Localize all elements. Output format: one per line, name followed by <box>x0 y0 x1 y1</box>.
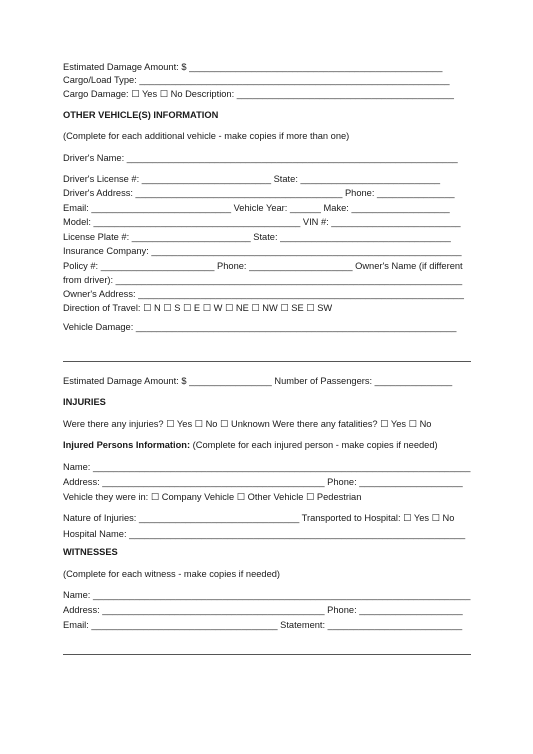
injuries-heading: INJURIES <box>63 397 106 407</box>
email-vehicle-year-field[interactable]: Email: ___________________________ Vehicle Year: ______ Make: ___________________ <box>63 203 450 213</box>
witness-email-statement-field[interactable]: Email: ____________________________________ Statement: __________________________ <box>63 620 463 630</box>
injured-persons-heading <box>63 439 473 451</box>
injuries-fatalities-field[interactable]: Were there any injuries? ☐ Yes ☐ No ☐ Unknown Were there any fatalities? ☐ Yes ☐ No <box>63 419 432 429</box>
vehicle-they-were-in-field[interactable]: Vehicle they were in: ☐ Company Vehicle ☐ Other Vehicle ☐ Pedestrian <box>63 492 362 502</box>
license-plate-field[interactable]: License Plate #: _______________________ State: _________________________________ <box>63 232 451 242</box>
vehicle-damage-field[interactable]: Vehicle Damage: ______________________________________________________________ <box>63 322 457 332</box>
drivers-address-field[interactable]: Driver's Address: ________________________________________ Phone: _______________ <box>63 188 455 198</box>
other-vehicles-instructions: (Complete for each additional vehicle - make copies if more than one) <box>63 131 350 141</box>
cargo-damage-field[interactable]: Cargo Damage: ☐ Yes ☐ No Description: __________________________________________ <box>63 89 454 99</box>
other-vehicles-heading: OTHER VEHICLE(S) INFORMATION <box>63 110 219 120</box>
drivers-name-field[interactable]: Driver's Name: ________________________________________________________________ <box>63 153 458 163</box>
nature-of-injuries-field[interactable]: Nature of Injuries: _______________________________ Transported to Hospital: ☐ Yes ☐ No <box>63 513 455 523</box>
owners-address-field[interactable]: Owner's Address: _______________________________________________________________ <box>63 289 464 299</box>
drivers-license-field[interactable]: Driver's License #: _________________________ State: ___________________________ <box>63 174 441 184</box>
direction-of-travel-field[interactable]: Direction of Travel: ☐ N ☐ S ☐ E ☐ W ☐ NE ☐ NW ☐ SE ☐ SW <box>63 303 333 313</box>
owner-name-field[interactable]: from driver): ___________________________________________________________________ <box>63 275 463 285</box>
model-vin-field[interactable]: Model: ________________________________________ VIN #: _________________________ <box>63 217 461 227</box>
hospital-name-field[interactable]: Hospital Name: _________________________________________________________________ <box>63 529 466 539</box>
witness-name-field[interactable]: Name: _________________________________________________________________________ <box>63 590 471 600</box>
injured-persons-instructions: (Complete for each injured person - make copies if needed) <box>190 440 438 450</box>
witnesses-instructions: (Complete for each witness - make copies if needed) <box>63 569 281 579</box>
insurance-company-field[interactable]: Insurance Company: ____________________________________________________________ <box>63 246 462 256</box>
injured-name-field[interactable]: Name: _________________________________________________________________________ <box>63 462 471 472</box>
witnesses-heading: WITNESSES <box>63 547 118 557</box>
injured-persons-label: Injured Persons Information: <box>63 440 191 450</box>
witness-statement-continuation-rule[interactable] <box>63 654 471 655</box>
estimated-damage-passengers-field[interactable]: Estimated Damage Amount: $ ________________ Number of Passengers: _______________ <box>63 376 453 386</box>
cargo-load-type-field[interactable]: Cargo/Load Type: ____________________________________________________________ <box>63 75 450 85</box>
policy-phone-owner-field[interactable]: Policy #: ______________________ Phone: ____________________ Owner's Name (if different <box>63 261 463 271</box>
injured-address-phone-field[interactable]: Address: ___________________________________________ Phone: ____________________ <box>63 477 463 487</box>
witness-address-phone-field[interactable]: Address: ___________________________________________ Phone: ____________________ <box>63 605 463 615</box>
estimated-damage-amount-field[interactable]: Estimated Damage Amount: $ _________________________________________________ <box>63 62 443 72</box>
vehicle-damage-continuation-rule[interactable] <box>63 361 471 362</box>
